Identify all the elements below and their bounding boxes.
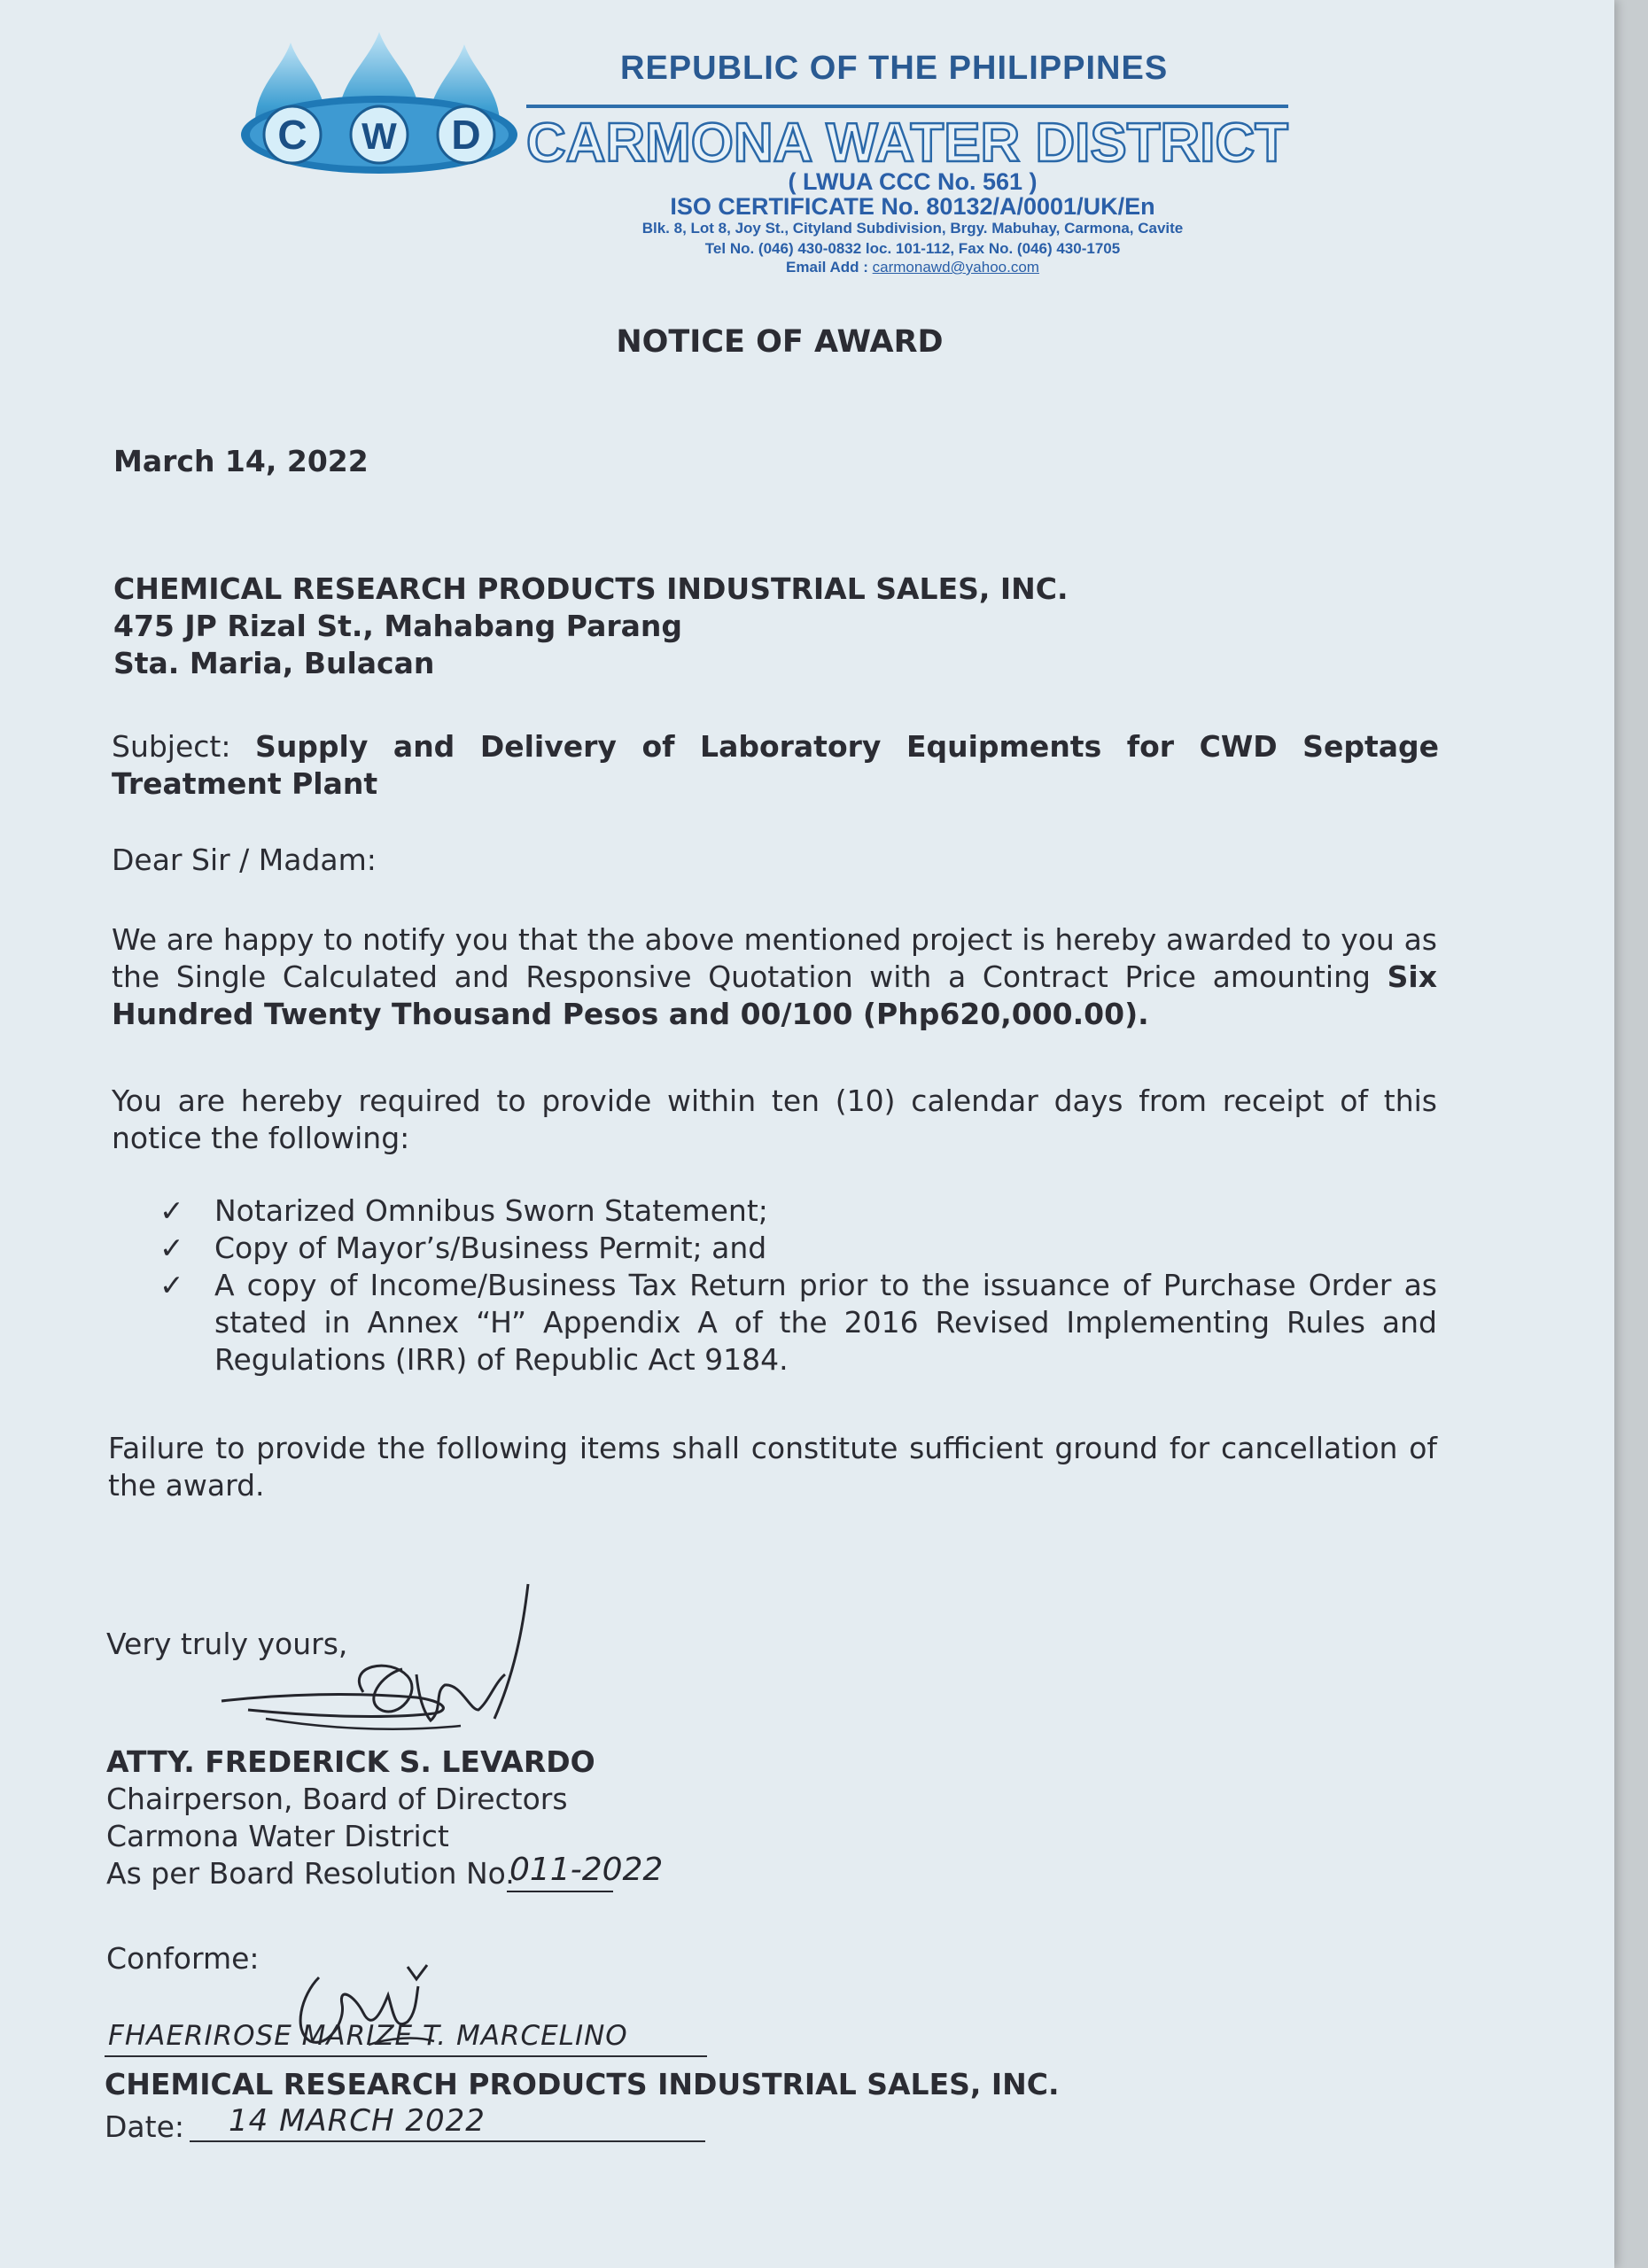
resolution-underline: [507, 1891, 613, 1892]
chairperson-signature: [213, 1577, 549, 1754]
requirements-list: [159, 1192, 1437, 1379]
subject-text: Supply and Delivery of Laboratory Equipments for CWD Septage Treatment Plant: [112, 729, 1439, 801]
addressee-company: CHEMICAL RESEARCH PRODUCTS INDUSTRIAL SALES, INC.: [113, 571, 1069, 606]
salutation: Dear Sir / Madam:: [112, 843, 377, 877]
iso-certificate: ISO CERTIFICATE No. 80132/A/0001/UK/En: [670, 193, 1155, 220]
signer-name: ATTY. FREDERICK S. LEVARDO: [106, 1744, 595, 1779]
cwd-logo: [237, 25, 521, 174]
checkmark-icon: ✓: [159, 1231, 184, 1265]
award-text: We are happy to notify you that the above mentioned project is hereby awarded to you as the Single Calculated and Responsive Quotation with a Contract Price amounting: [112, 922, 1437, 994]
email-label: Email Add :: [786, 259, 868, 276]
requirement-text: Notarized Omnibus Sworn Statement;: [214, 1193, 768, 1228]
conforme-name: FHAERIROSE MARIZE T. MARCELINO: [108, 2020, 628, 2052]
list-item: [159, 1267, 1437, 1379]
addressee-city: Sta. Maria, Bulacan: [113, 646, 435, 680]
resolution-label: As per Board Resolution No.: [106, 1856, 515, 1891]
email-link[interactable]: carmonawd@yahoo.com: [872, 259, 1039, 276]
org-phone: Tel No. (046) 430-0832 loc. 101-112, Fax No. (046) 430-1705: [704, 240, 1121, 257]
closing: Very truly yours,: [106, 1627, 348, 1661]
list-item: [159, 1230, 1437, 1267]
addressee-block: [113, 571, 1442, 682]
requirements-intro: You are hereby required to provide within ten (10) calendar days from receipt of this notice the following:: [112, 1084, 1437, 1155]
conforme-label: Conforme:: [106, 1941, 260, 1976]
svg-text:W: W: [361, 115, 397, 157]
org-email-row: [514, 259, 1311, 276]
signer-block: [106, 1744, 904, 1892]
signer-title: Chairperson, Board of Directors: [106, 1782, 568, 1816]
org-name-text: CARMONA WATER DISTRICT: [526, 113, 1289, 174]
svg-text:D: D: [451, 112, 481, 158]
letter-date: March 14, 2022: [113, 444, 369, 478]
page-title: NOTICE OF AWARD: [616, 324, 944, 360]
resolution-number: 011-2022: [509, 1852, 664, 1888]
checkmark-icon: ✓: [159, 1268, 184, 1302]
org-address: Blk. 8, Lot 8, Joy St., Cityland Subdivision, Brgy. Mabuhay, Carmona, Cavite: [641, 220, 1184, 237]
org-name: [525, 110, 1304, 174]
contract-amount: Six Hundred Twenty Thousand Pesos and 00/100 (Php620,000.00).: [112, 959, 1437, 1031]
addressee-street: 475 JP Rizal St., Mahabang Parang: [113, 609, 683, 643]
award-paragraph: [112, 921, 1437, 1033]
republic-heading: REPUBLIC OF THE PHILIPPINES: [620, 50, 1169, 87]
list-item: [159, 1192, 1437, 1230]
conforme-signature-line: [105, 2055, 707, 2057]
failure-paragraph: Failure to provide the following items shall constitute sufficient ground for cancellation of the award.: [108, 1431, 1437, 1503]
date-line: [190, 2140, 705, 2142]
subject-line: [112, 728, 1439, 803]
signer-org: Carmona Water District: [106, 1819, 449, 1853]
conforme-date: 14 MARCH 2022: [229, 2103, 486, 2139]
resolution-line: [106, 1855, 904, 1892]
lwua-number: ( LWUA CCC No. 561 ): [788, 168, 1038, 195]
requirement-text: Copy of Mayor’s/Business Permit; and: [214, 1231, 767, 1265]
header-rule: [526, 105, 1288, 108]
conforme-company: CHEMICAL RESEARCH PRODUCTS INDUSTRIAL SALES, INC.: [105, 2067, 1060, 2101]
requirement-text: A copy of Income/Business Tax Return prior to the issuance of Purchase Order as stated in Annex “H” Appendix A of the 2016 Revised Implementing Rules and Regulations (IRR) of Republic Act 9184.: [214, 1268, 1437, 1377]
subject-label: Subject:: [112, 729, 231, 764]
checkmark-icon: ✓: [159, 1193, 184, 1228]
svg-text:C: C: [277, 112, 307, 158]
date-label: Date:: [105, 2109, 184, 2144]
